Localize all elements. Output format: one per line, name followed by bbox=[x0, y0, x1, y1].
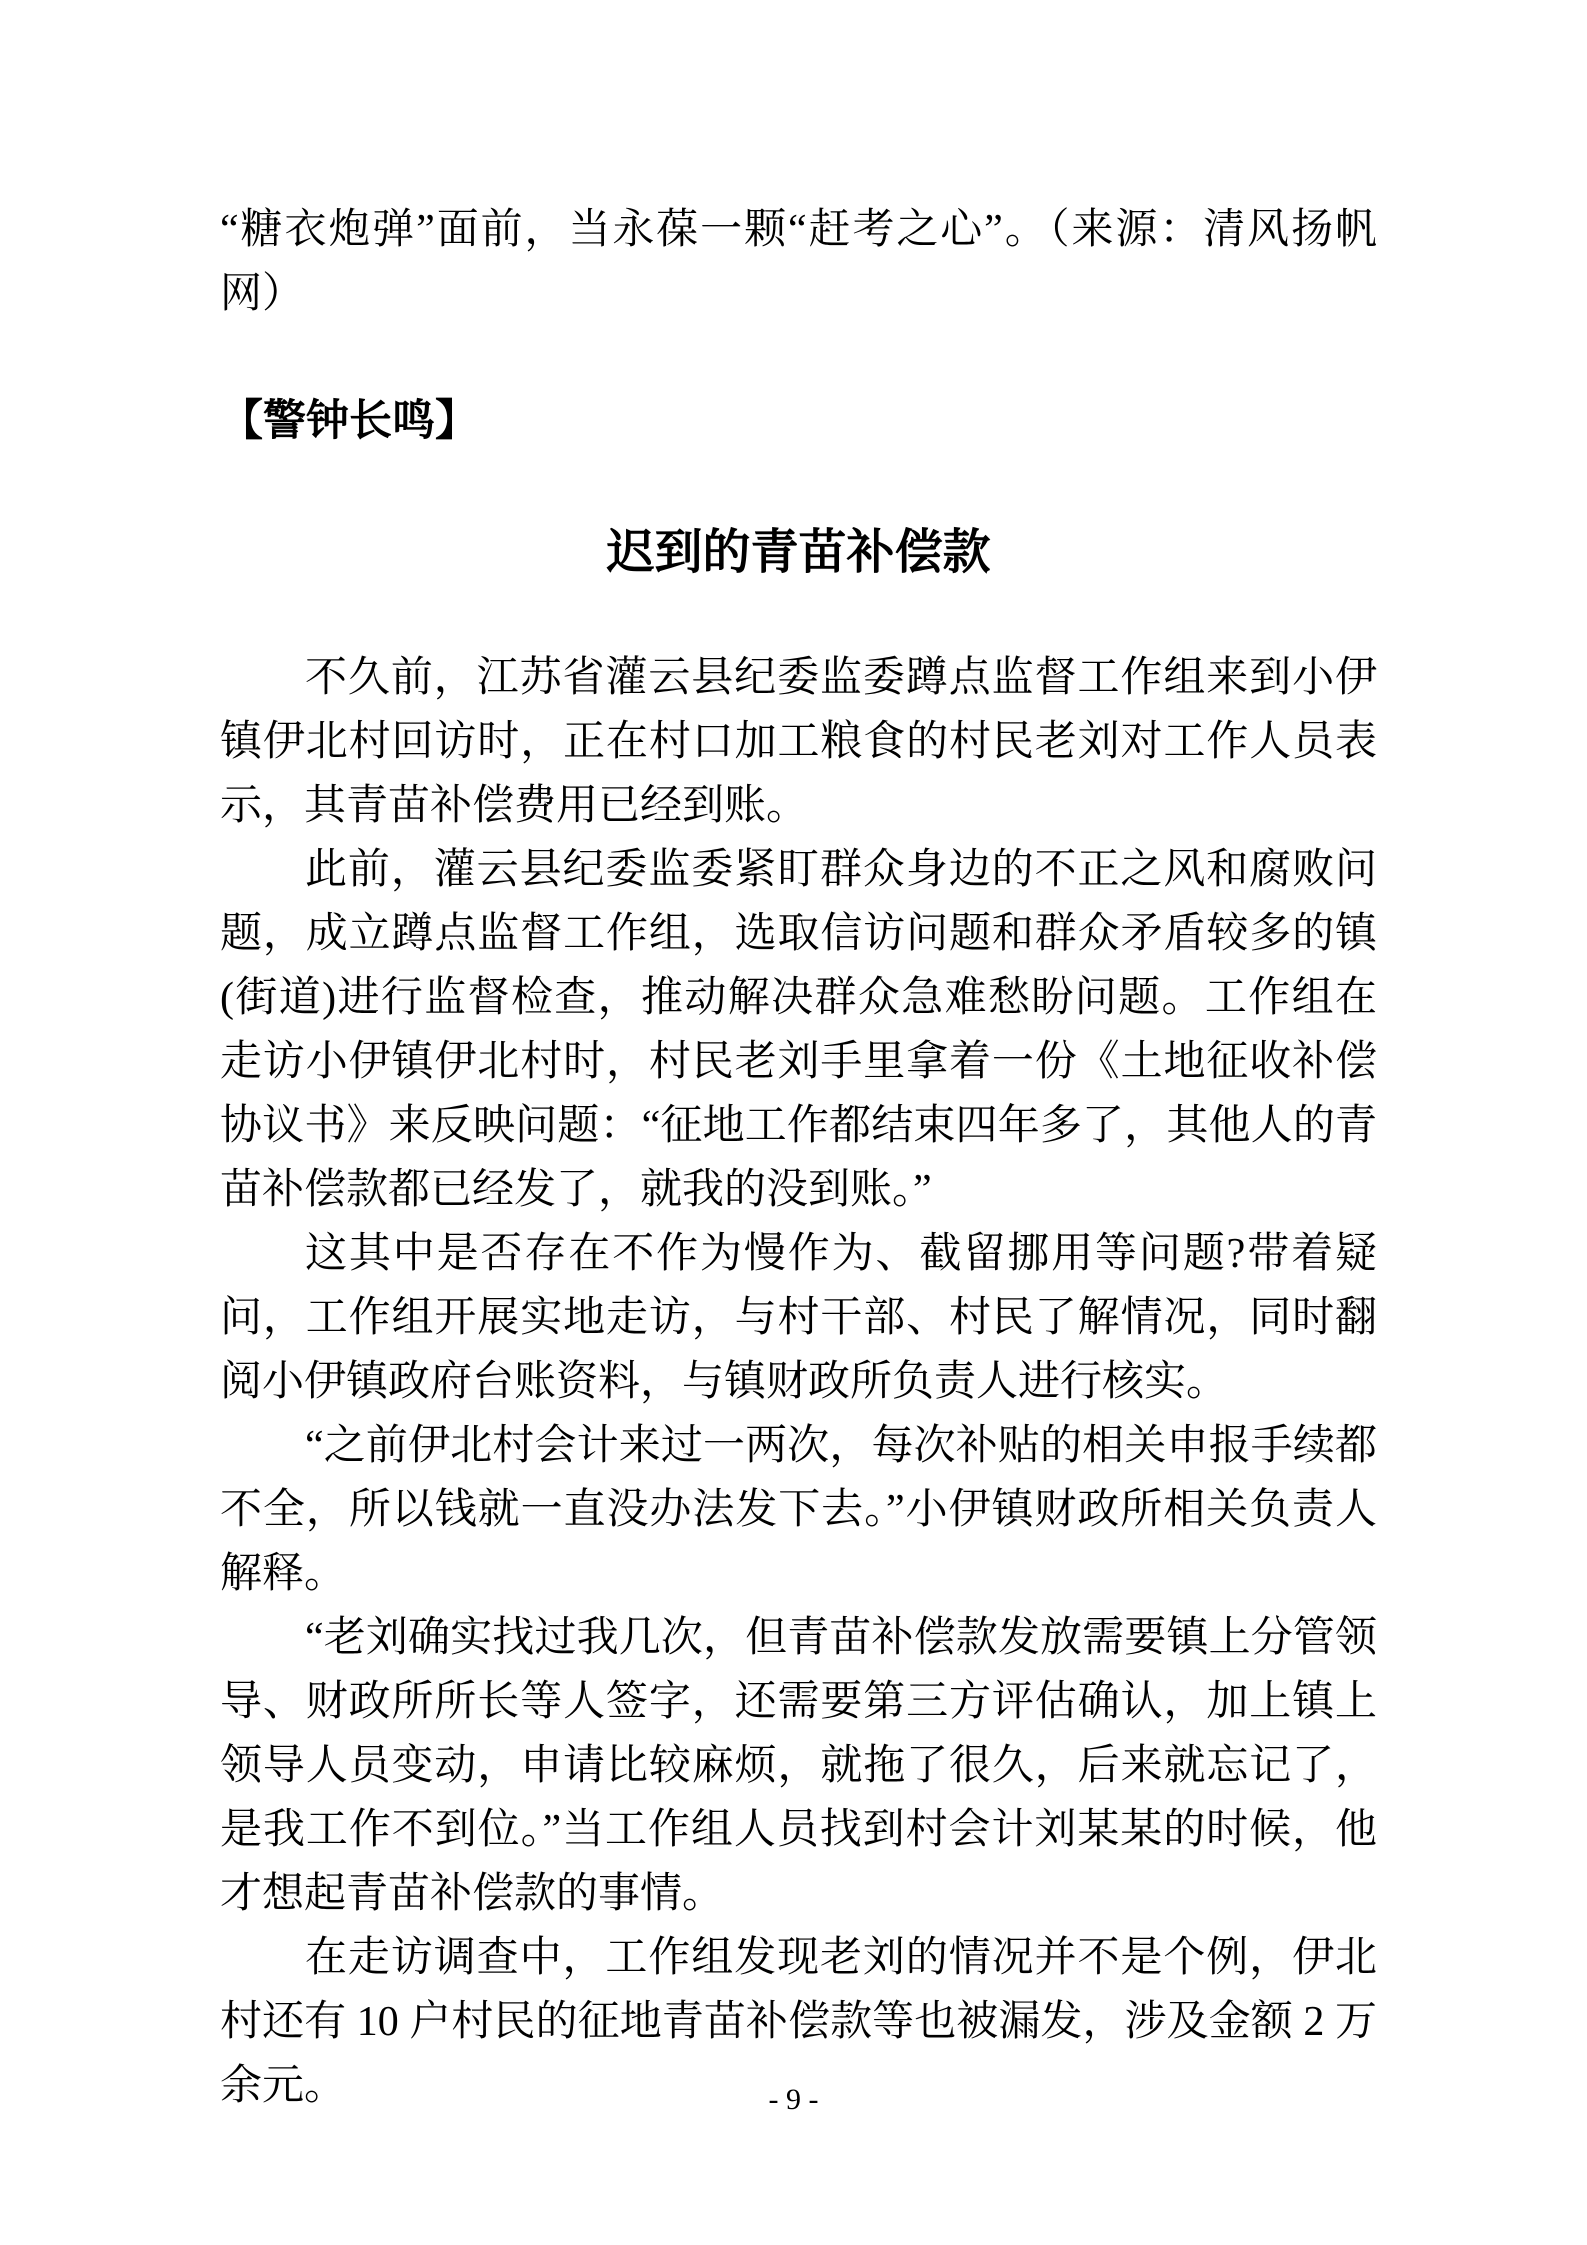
body-paragraph: “之前伊北村会计来过一两次，每次补贴的相关申报手续都不全，所以钱就一直没办法发下去。”小伊镇财政所相关负责人解释。 bbox=[220, 1423, 1377, 1597]
body-paragraph: 此前，灌云县纪委监委紧盯群众身边的不正之风和腐败问题，成立蹲点监督工作组，选取信访问题和群众矛盾较多的镇(街道)进行监督检查，推动解决群众急难愁盼问题。工作组在走访小伊镇伊北村时，村民老刘手里拿着一份《土地征收补偿协议书》来反映问题：“征地工作都结束四年多了，其他人的青苗补偿款都已经发了，就我的没到账。” bbox=[220, 847, 1377, 1213]
body-paragraph: “老刘确实找过我几次，但青苗补偿款发放需要镇上分管领导、财政所所长等人签字，还需要第三方评估确认，加上镇上领导人员变动，申请比较麻烦，就拖了很久，后来就忘记了，是我工作不到位。”当工作组人员找到村会计刘某某的时候，他才想起青苗补偿款的事情。 bbox=[220, 1615, 1377, 1917]
body-paragraph: 在走访调查中，工作组发现老刘的情况并不是个例，伊北村还有 10 户村民的征地青苗补偿款等也被漏发，涉及金额 2 万余元。 bbox=[220, 1935, 1377, 2109]
document-content bbox=[220, 198, 1377, 2118]
section-header: 【警钟长鸣】 bbox=[220, 398, 478, 445]
body-paragraph: 这其中是否存在不作为慢作为、截留挪用等问题?带着疑问，工作组开展实地走访，与村干部、村民了解情况，同时翻阅小伊镇政府台账资料，与镇财政所负责人进行核实。 bbox=[220, 1231, 1377, 1405]
continuation-paragraph: “糖衣炮弹”面前，当永葆一颗“赶考之心”。（来源：清风扬帆网） bbox=[220, 207, 1377, 317]
body-paragraph: 不久前，江苏省灌云县纪委监委蹲点监督工作组来到小伊镇伊北村回访时，正在村口加工粮食的村民老刘对工作人员表示，其青苗补偿费用已经到账。 bbox=[220, 655, 1377, 829]
page-number: - 9 - bbox=[768, 2083, 819, 2116]
article-title: 迟到的青苗补偿款 bbox=[606, 526, 991, 579]
